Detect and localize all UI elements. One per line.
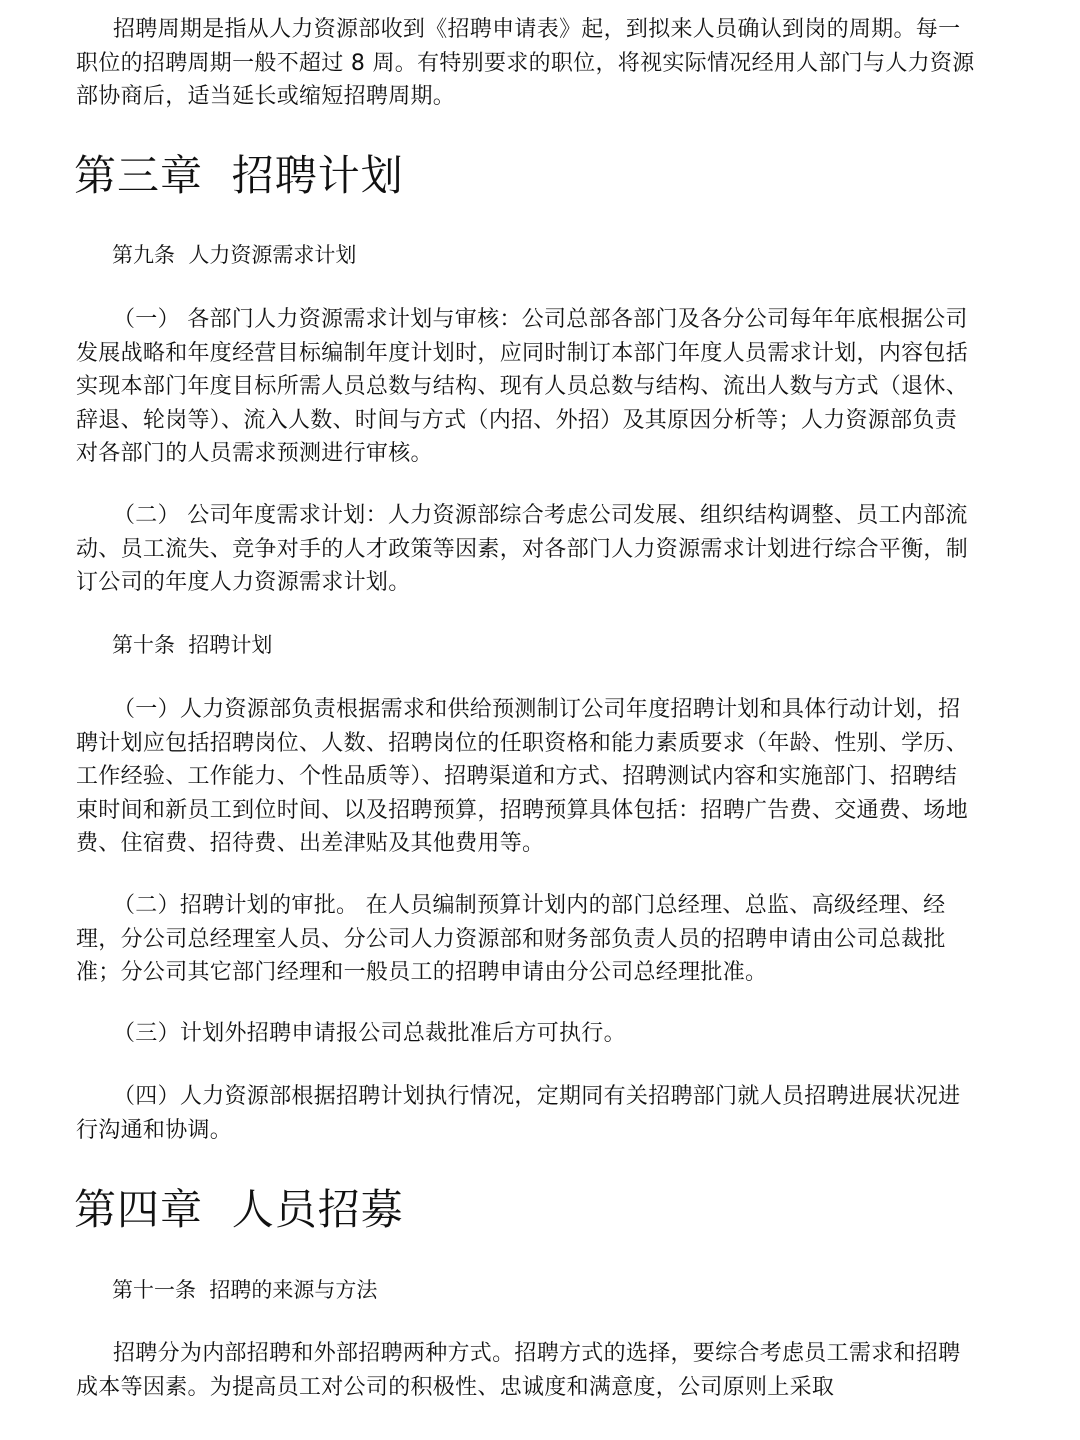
chapter-4-title: 第四章 人员招募 [74, 1185, 404, 1234]
article-9-item-1: （一） 各部门人力资源需求计划与审核：公司总部各部门及各分公司每年年底根据公司发展战略和年度经营目标编制年度计划时，应同时制订本部门年度人员需求计划，内容包括实现本部门年度目标所需人员总数与结构、现有人员总数与结构、流出人数与方式（退休、辞退、轮岗等）、流入人数、时间与方式（内招、外招）及其原因分析等；人力资源部负责对各部门的人员需求预测进行审核。 [76, 307, 969, 466]
intro-paragraph: 招聘周期是指从人力资源部收到《招聘申请表》起，到拟来人员确认到岗的周期。每一职位的招聘周期一般不超过 8 周。有特别要求的职位，将视实际情况经用人部门与人力资源部协商后，适当延长或缩短招聘周期。 [76, 17, 975, 109]
article-9-heading: 第九条 人力资源需求计划 [112, 243, 357, 267]
article-10-item-1: （一）人力资源部负责根据需求和供给预测制订公司年度招聘计划和具体行动计划，招聘计划应包括招聘岗位、人数、招聘岗位的任职资格和能力素质要求（年龄、性别、学历、工作经验、工作能力、个性品质等）、招聘渠道和方式、招聘测试内容和实施部门、招聘结束时间和新员工到位时间、以及招聘预算，招聘预算具体包括：招聘广告费、交通费、场地费、住宿费、招待费、出差津贴及其他费用等。 [76, 697, 969, 856]
article-11-heading: 第十一条 招聘的来源与方法 [112, 1278, 378, 1302]
article-10-item-2: （二）招聘计划的审批。 在人员编制预算计划内的部门总经理、总监、高级经理、经理，分公司总经理室人员、分公司人力资源部和财务部负责人员的招聘申请由公司总裁批准；分公司其它部门经理和一般员工的招聘申请由分公司总经理批准。 [76, 893, 946, 985]
article-10-item-4: （四）人力资源部根据招聘计划执行情况，定期同有关招聘部门就人员招聘进展状况进行沟通和协调。 [76, 1084, 961, 1143]
article-10-heading: 第十条 招聘计划 [112, 633, 273, 657]
article-11-item-1: 招聘分为内部招聘和外部招聘两种方式。招聘方式的选择，要综合考虑员工需求和招聘成本等因素。为提高员工对公司的积极性、忠诚度和满意度，公司原则上采取 [76, 1341, 961, 1400]
article-10-item-3: （三）计划外招聘申请报公司总裁批准后方可执行。 [113, 1021, 626, 1046]
chapter-3-title: 第三章 招聘计划 [74, 151, 404, 200]
article-9-item-2: （二） 公司年度需求计划：人力资源部综合考虑公司发展、组织结构调整、员工内部流动、员工流失、竞争对手的人才政策等因素，对各部门人力资源需求计划进行综合平衡，制订公司的年度人力资源需求计划。 [76, 503, 969, 595]
